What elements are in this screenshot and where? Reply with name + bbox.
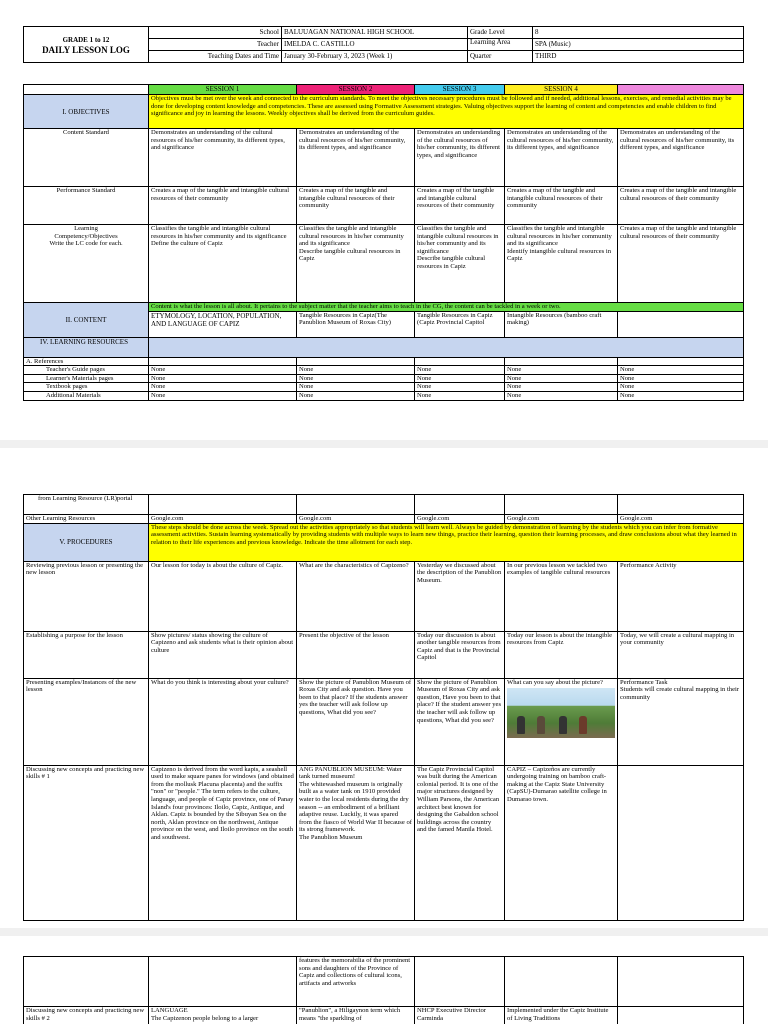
quarter-label: Quarter [468,51,533,63]
competency-3: Classifies the tangible and intangible cultural resources in his/her community and its significance Describe tangible cultural resources in Capiz [415,225,505,303]
page-3 [0,936,768,1024]
proc-review-5: Performance Activity [618,561,744,631]
tg-pages-label: Teacher's Guide pages [24,366,149,375]
additional-materials-5: None [618,391,744,400]
learning-area-label: Learning Area [468,39,533,51]
performance-standard-4: Creates a map of the tangible and intangible cultural resources of their community [505,187,618,225]
performance-standard-3: Creates a map of the tangible and intangible cultural resources of their community [415,187,505,225]
content-standard-3: Demonstrates an understanding of the cultural resources of his/her community, its different types, and significance [415,129,505,187]
page-gap-2 [0,928,768,936]
tg-pages-5: None [618,366,744,375]
textbook-pages-1: None [149,383,297,392]
content-4: Intangible Resources (bamboo craft making) [505,311,618,337]
proc-purpose-5: Today, we will create a cultural mapping in your community [618,631,744,678]
session-2-header: SESSION 2 [297,85,415,95]
photo-person-1 [517,716,525,734]
objectives-title: I. OBJECTIVES [24,95,149,129]
lm-pages-label: Learner's Materials pages [24,374,149,383]
proc-examples-4-cell [505,678,618,765]
proc-discuss2-3: NHCP Executive Director Carminda [415,1007,505,1024]
proc-discuss1-3: The Capiz Provincial Capitol was built during the American colonial period. It is one of the major structures designed by William Parsons, the American architect best known for designing the Gabaldon school buildings across the country and the famed Manila Hotel. [415,765,505,920]
content-standard-4: Demonstrates an understanding of the cultural resources of his/her community, its different types, and significance [505,129,618,187]
proc-review-label: Reviewing previous lesson or presenting the new lesson [24,561,149,631]
photo-person-4 [579,716,587,734]
other-resources-1: Google.com [149,515,297,524]
quarter-value: THIRD [533,51,744,63]
log-title: DAILY LESSON LOG [42,44,130,55]
proc-examples-1: What do you think is interesting about your culture? [149,678,297,765]
objectives-note: Objectives must be met over the week and connected to the curriculum standards. To meet the objectives necessary procedures must be followed and if needed, additional lessons, exercises, and remedial activities may be done for developing content knowledge and competencies. These are assessed using Formative Assessment strategies. Valuing objectives support the learning of content and competencies and enable children to find significance and joy in learning the lessons. Weekly objectives shall be derived from the curriculum guides. [149,95,744,129]
proc-purpose-3: Today our discussion is about another tangible resources from Capiz and that is the Provincial Capitol [415,631,505,678]
proc-review-4: In our previous lesson we tackled two examples of tangible cultural resources [505,561,618,631]
procedures-table [23,494,744,921]
competencies-label-line-3: Write the LC code for each. [49,240,123,248]
other-resources-3: Google.com [415,515,505,524]
competencies-label-line-2: Competency/Objectives [54,232,118,240]
school-value: BALUUAGAN NATIONAL HIGH SCHOOL [282,27,468,39]
procedures-title: V. PROCEDURES [24,523,149,561]
proc-discuss1-5 [618,765,744,920]
proc-discuss1-1: Capizeno is derived from the word kapis, a seashell used to make square panes for windows (and obtained from the mollusk Placuna placenta) and the suffix "non" or "people." The term refers to the culture, language, and people of Capiz province, one of Panay Island's four provinces: Iloilo, Capiz, Antique, and Aklan. Capiz is bounded by the Sibuyan Sea on the north, Aklan province on the northwest, Antique province on the west, and Iloilo province on the south and southwest. [149,765,297,920]
content-standard-label: Content Standard [24,129,149,187]
content-1: ETYMOLOGY, LOCATION, POPULATION, AND LANGUAGE OF CAPIZ [149,311,297,337]
session-1-header: SESSION 1 [149,85,297,95]
proc-discuss2-label: Discussing new concepts and practicing new skills # 2 [24,1007,149,1024]
dates-label: Teaching Dates and Time [149,51,282,63]
grade-level-value: 8 [533,27,744,39]
procedures-note: These steps should be done across the week. Spread out the activities appropriately so that students will learn well. Always be guided by demonstration of learning by the students which you can infer from formative assessment activities. Sustain learning systematically by providing students with multiple ways to learn new things, practice their learning, question their learning processes, and draw conclusions about what they learned in relation to their life experiences and previous knowledge. Indicate the time allotment for each step. [149,523,744,561]
tg-pages-4: None [505,366,618,375]
grade-level-label: Grade Level [468,27,533,39]
competency-2: Classifies the tangible and intangible cultural resources in his/her community and its significance Describe tangible cultural resources in Capiz [297,225,415,303]
content-standard-1: Demonstrates an understanding of the cultural resources of his/her community, its different types, and significance [149,129,297,187]
lm-pages-5: None [618,374,744,383]
proc-discuss1-2: ANG PANUBLION MUSEUM: Water tank turned museum! The whitewashed museum is originally built as a water tank on 1910 provided water to the local residents during the dry season -- an embodiment of a brilliant adaptive reuse. Luckily, it was spared from the fiasco of World War II because of its strong framework. The Panublion Museum [297,765,415,920]
content-5 [618,311,744,337]
references-label: A. References [24,357,149,366]
competency-5: Creates a map of the tangible and intangible cultural resources of their community [618,225,744,303]
proc-examples-5: Performance Task Students will create cultural mapping in their community [618,678,744,765]
proc-purpose-2: Present the objective of the lesson [297,631,415,678]
additional-materials-1: None [149,391,297,400]
textbook-pages-2: None [297,383,415,392]
photo-person-2 [537,716,545,734]
proc-review-3: Yesterday we discussed about the description of the Panublion Museum. [415,561,505,631]
additional-materials-4: None [505,391,618,400]
lr-portal-label: from Learning Resource (LR)portal [24,495,149,515]
proc-discuss2-4: Implemented under the Capiz Institute of Living Traditions [505,1007,618,1024]
page-gap-1 [0,440,768,448]
content-standard-2: Demonstrates an understanding of the cultural resources of his/her community, its different types, and significance [297,129,415,187]
content-note: Content is what the lesson is all about. It pertains to the subject matter that the teacher aims to teach in the CG, the content can be tackled in a week or two. [149,303,744,312]
textbook-pages-4: None [505,383,618,392]
tg-pages-3: None [415,366,505,375]
performance-standard-label: Performance Standard [24,187,149,225]
proc-discuss2-2: "Panublion", a Hiligaynon term which means "the sparkling of [297,1007,415,1024]
competency-1: Classifies the tangible and intangible cultural resources in his/her community and its significance Define the culture of Capiz [149,225,297,303]
textbook-pages-5: None [618,383,744,392]
proc-discuss1-2-continued: features the memorabilia of the prominent sons and daughters of the Province of Capiz and collections of cultural icons, artifacts and artworks [297,957,415,1007]
performance-standard-5: Creates a map of the tangible and intangible cultural resources of their community [618,187,744,225]
content-title: II. CONTENT [24,303,149,338]
other-resources-label: Other Learning Resources [24,515,149,524]
competency-4: Classifies the tangible and intangible cultural resources in his/her community and its significance Identify intangible cultural resources in Capiz [505,225,618,303]
other-resources-4: Google.com [505,515,618,524]
session-4-header: SESSION 4 [505,85,618,95]
other-resources-2: Google.com [297,515,415,524]
page-1 [0,0,768,440]
proc-review-2: What are the characteristics of Capizeno? [297,561,415,631]
content-standard-5: Demonstrates an understanding of the cultural resources of his/her community, its different types, and significance [618,129,744,187]
proc-purpose-label: Establishing a purpose for the lesson [24,631,149,678]
proc-review-1: Our lesson for today is about the culture of Capiz. [149,561,297,631]
proc-purpose-1: Show pictures/ status showing the culture of Capizeno and ask students what is their opinion about culture [149,631,297,678]
other-resources-5: Google.com [618,515,744,524]
header-table [23,26,744,63]
teacher-label: Teacher [149,39,282,51]
proc-discuss1-label: Discussing new concepts and practicing new skills # 1 [24,765,149,920]
school-label: School [149,27,282,39]
tg-pages-1: None [149,366,297,375]
lm-pages-1: None [149,374,297,383]
resources-title: IV. LEARNING RESOURCES [24,337,149,357]
proc-discuss2-1: LANGUAGE The Capizenon people belong to a larger [149,1007,297,1024]
additional-materials-3: None [415,391,505,400]
performance-standard-2: Creates a map of the tangible and intangible cultural resources of their community [297,187,415,225]
bamboo-training-photo [507,688,615,738]
lm-pages-3: None [415,374,505,383]
page-2 [0,448,768,928]
lm-pages-4: None [505,374,618,383]
additional-materials-2: None [297,391,415,400]
title-block [24,27,149,63]
proc-examples-3: Show the picture of Panublion Museum of Roxas City and ask question, Have you been to that place? If the student answer yes the teacher will ask follow up questions, What did you see? [415,678,505,765]
textbook-pages-label: Textbook pages [24,383,149,392]
proc-examples-2: Show the picture of Panublion Museum of Roxas City and ask question. Have you been to that place? If the students answer yes the teacher will ask follow up questions, What did you see? [297,678,415,765]
tg-pages-2: None [297,366,415,375]
competencies-label-line-1: Learning [74,225,98,232]
lm-pages-2: None [297,374,415,383]
proc-examples-4: What can you say about the picture? [507,678,603,686]
proc-purpose-4: Today our lesson is about the intangible resources from Capiz [505,631,618,678]
proc-discuss1-4: CAPIZ – Capizeños are currently undergoing training on bamboo craft-making at the Capiz State University (CapSU)-Dumarao satellite college in Dumarao town. [505,765,618,920]
proc-discuss2-5 [618,1007,744,1024]
performance-standard-1: Creates a map of the tangible and intangible cultural resources of their community [149,187,297,225]
grade-range: GRADE 1 to 12 [62,35,110,44]
photo-person-3 [559,716,567,734]
objectives-table [23,84,744,401]
textbook-pages-3: None [415,383,505,392]
session-3-header: SESSION 3 [415,85,505,95]
dates-value: January 30-February 3, 2023 (Week 1) [282,51,468,63]
proc-examples-label: Presenting examples/Instances of the new lesson [24,678,149,765]
teacher-value: IMELDA C. CASTILLO [282,39,468,51]
content-3: Tangible Resources in Capiz (Capiz Provincial Capitol [415,311,505,337]
content-2: Tangible Resources in Capiz(The Panublion Museum of Roxas City) [297,311,415,337]
learning-area-value: SPA (Music) [533,39,744,51]
procedures-continued-table [23,956,744,1024]
additional-materials-label: Additional Materials [24,391,149,400]
session-5-header [618,85,744,95]
competencies-label [24,225,149,303]
